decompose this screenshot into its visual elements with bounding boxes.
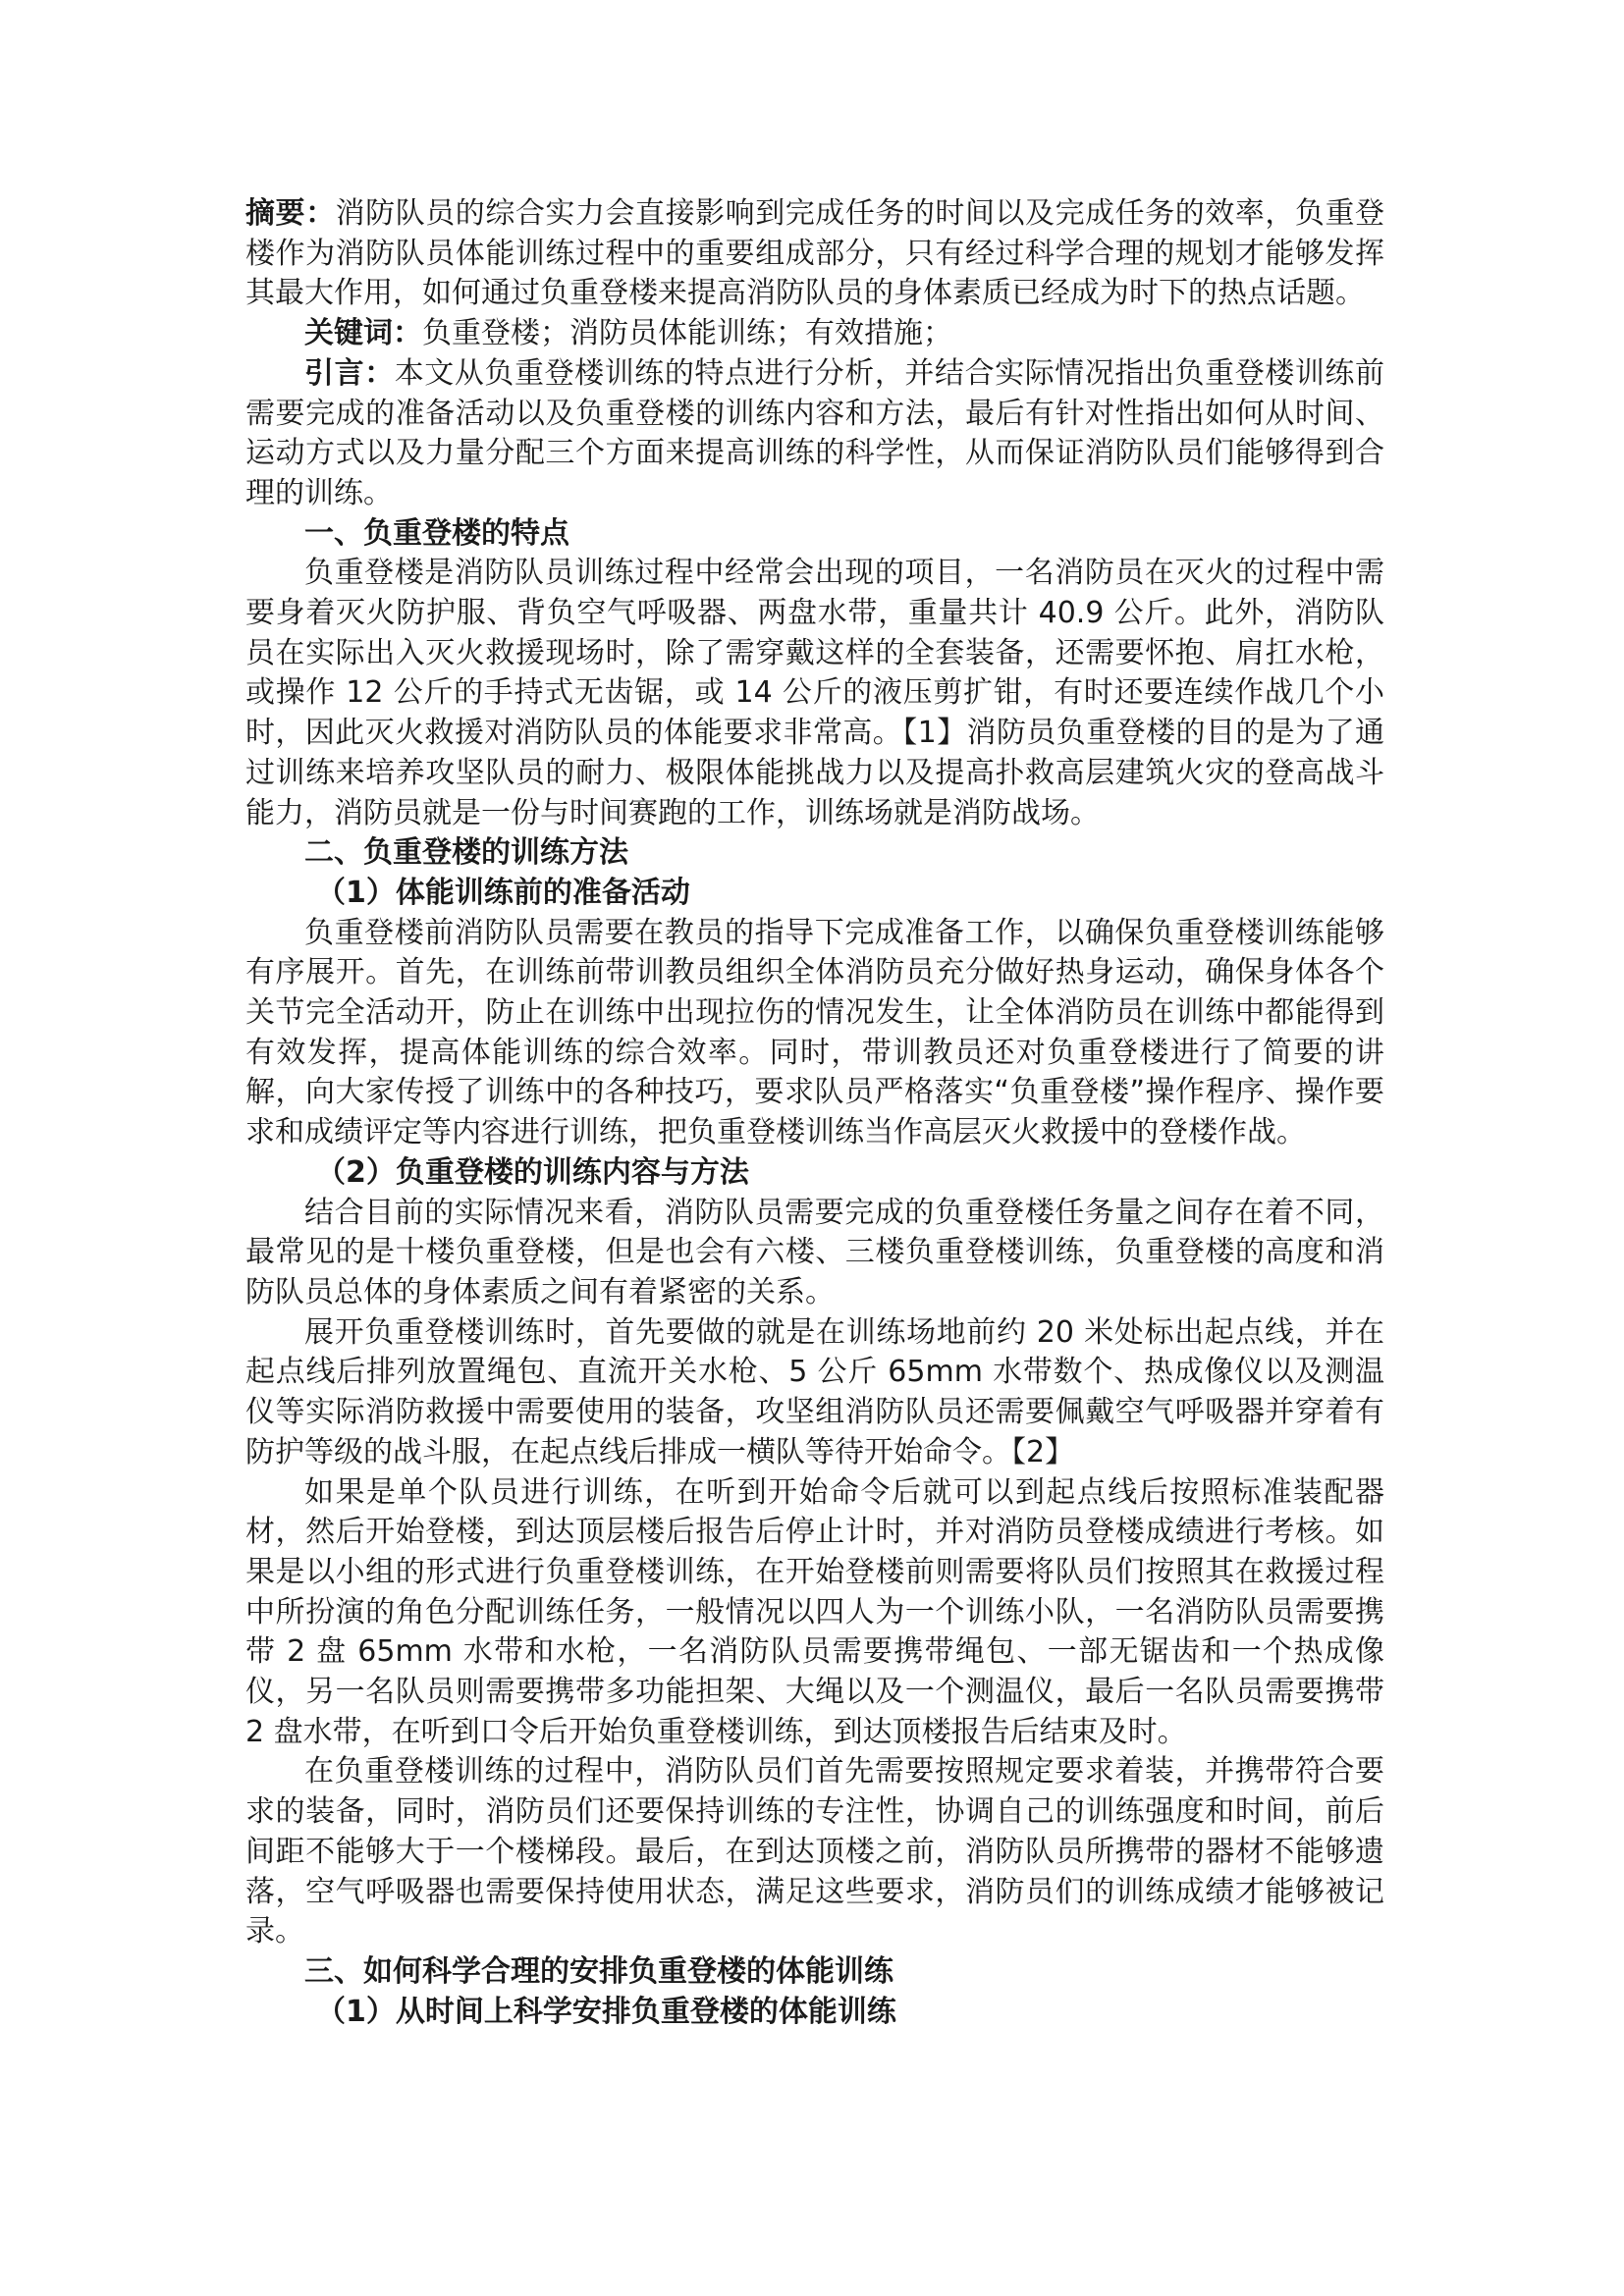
section2-sub2-paragraph-4: 在负重登楼训练的过程中，消防队员们首先需要按照规定要求着装，并携带符合要求的装备，同时，消防员们还要保持训练的专注性，协调自己的训练强度和时间，前后间距不能够大于一个楼梯段。最后，在到达顶楼之前，消防队员所携带的器材不能够遗落，空气呼吸器也需要保持使用状态，满足这些要求，消防员们的训练成绩才能够被记录。 bbox=[245, 1754, 1384, 1949]
section3-sub1-heading: （1）从时间上科学安排负重登楼的体能训练 bbox=[316, 1994, 896, 2029]
section1-heading: 一、负重登楼的特点 bbox=[304, 515, 569, 551]
section2-sub2-paragraph-1: 结合目前的实际情况来看，消防队员需要完成的负重登楼任务量之间存在着不同，最常见的是十楼负重登楼，但是也会有六楼、三楼负重登楼训练，负重登楼的高度和消防队员总体的身体素质之间有着紧密的关系。 bbox=[245, 1195, 1384, 1309]
section2-sub1-heading: （1）体能训练前的准备活动 bbox=[316, 875, 690, 910]
section1-paragraph-1: 负重登楼是消防队员训练过程中经常会出现的项目，一名消防员在灭火的过程中需要身着灭火防护服、背负空气呼吸器、两盘水带，重量共计 40.9 公斤。此外，消防队员在实际出入灭火救援现场时，除了需穿戴这样的全套装备，还需要怀抱、肩扛水枪，或操作 12 公斤的手持式无齿锯，或 14 公斤的液压剪扩钳，有时还要连续作战几个小时，因此灭火救援对消防队员的体能要求非常高。【1】消防员负重登楼的目的是为了通过训练来培养攻坚队员的耐力、极限体能挑战力以及提高扑救高层建筑火灾的登高战斗能力，消防员就是一份与时间赛跑的工作，训练场就是消防战场。 bbox=[245, 556, 1384, 830]
keywords-text: 负重登楼；消防员体能训练；有效措施； bbox=[422, 316, 952, 351]
keywords-paragraph bbox=[245, 314, 1384, 354]
article-body bbox=[245, 194, 1384, 2032]
section2-sub2-paragraph-2: 展开负重登楼训练时，首先要做的就是在训练场地前约 20 米处标出起点线，并在起点线后排列放置绳包、直流开关水枪、5 公斤 65mm 水带数个、热成像仪以及测温仪等实际消防救援中需要使用的装备，攻坚组消防队员还需要佩戴空气呼吸器并穿着有防护等级的战斗服，在起点线后排成一横队等待开始命令。【2】 bbox=[245, 1314, 1384, 1469]
abstract-text: 消防队员的综合实力会直接影响到完成任务的时间以及完成任务的效率，负重登楼作为消防队员体能训练过程中的重要组成部分，只有经过科学合理的规划才能够发挥其最大作用，如何通过负重登楼来提高消防队员的身体素质已经成为时下的热点话题。 bbox=[245, 196, 1385, 311]
abstract-paragraph bbox=[245, 194, 1384, 314]
section2-sub2-heading: （2）负重登楼的训练内容与方法 bbox=[316, 1154, 749, 1190]
intro-text: 本文从负重登楼训练的特点进行分析，并结合实际情况指出负重登楼训练前需要完成的准备活动以及负重登楼的训练内容和方法，最后有针对性指出如何从时间、运动方式以及力量分配三个方面来提高训练的科学性，从而保证消防队员们能够得到合理的训练。 bbox=[245, 355, 1385, 510]
abstract-label: 摘要： bbox=[245, 196, 336, 231]
keywords-label: 关键词： bbox=[304, 316, 422, 351]
intro-paragraph bbox=[245, 354, 1384, 514]
section2-sub2-paragraph-3: 如果是单个队员进行训练，在听到开始命令后就可以到起点线后按照标准装配器材，然后开始登楼，到达顶层楼后报告后停止计时，并对消防员登楼成绩进行考核。如果是以小组的形式进行负重登楼训练，在开始登楼前则需要将队员们按照其在救援过程中所扮演的角色分配训练任务，一般情况以四人为一个训练小队，一名消防队员需要携带 2 盘 65mm 水带和水枪，一名消防队员需要携带绳包、一部无锯齿和一个热成像仪，另一名队员则需要携带多功能担架、大绳以及一个测温仪，最后一名队员需要携带 2 盘水带，在听到口令后开始负重登楼训练，到达顶楼报告后结束及时。 bbox=[245, 1474, 1384, 1749]
section3-heading: 三、如何科学合理的安排负重登楼的体能训练 bbox=[304, 1953, 893, 1989]
section2-heading: 二、负重登楼的训练方法 bbox=[304, 835, 628, 871]
section2-sub1-paragraph-1: 负重登楼前消防队员需要在教员的指导下完成准备工作，以确保负重登楼训练能够有序展开。首先，在训练前带训教员组织全体消防员充分做好热身运动，确保身体各个关节完全活动开，防止在训练中出现拉伤的情况发生，让全体消防员在训练中都能得到有效发挥，提高体能训练的综合效率。同时，带训教员还对负重登楼进行了简要的讲解，向大家传授了训练中的各种技巧，要求队员严格落实“负重登楼”操作程序、操作要求和成绩评定等内容进行训练，把负重登楼训练当作高层灭火救援中的登楼作战。 bbox=[245, 915, 1384, 1150]
intro-label: 引言： bbox=[304, 355, 395, 391]
